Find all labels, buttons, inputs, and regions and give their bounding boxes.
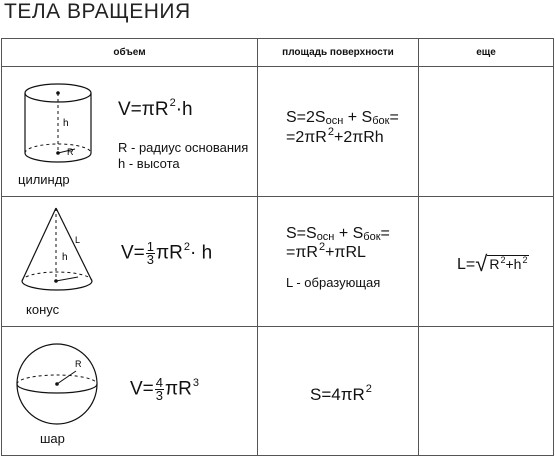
cone-figure	[18, 205, 104, 301]
sphere-volume-prefix: V=	[130, 378, 154, 400]
sphere-volume-fraction	[155, 377, 164, 402]
cylinder-volume-formula	[118, 99, 193, 121]
cone-slant-prefix: L=	[457, 256, 476, 273]
cone-volume-mid: πR	[156, 242, 183, 264]
sphere-surface-exp: 2	[365, 383, 372, 395]
sphere-name: шар	[40, 431, 65, 446]
cylinder-note-r: R - радиус основания	[118, 140, 249, 155]
cone-volume-fraction	[146, 241, 155, 266]
cone-row	[2, 197, 554, 327]
page-title: ТЕЛА ВРАЩЕНИЯ	[4, 0, 191, 23]
cylinder-surface-line1: S=2S	[286, 109, 326, 126]
header-more: еще	[419, 39, 554, 67]
cone-surface-sub2: бок	[363, 231, 381, 243]
cone-surface-eq: =	[380, 225, 390, 242]
cone-l-label: L	[75, 235, 81, 245]
cone-surface-line2b: +πRL	[325, 244, 366, 261]
solids-table	[1, 38, 554, 456]
cylinder-h-label: h	[63, 118, 69, 129]
sphere-volume-formula	[130, 377, 199, 402]
cylinder-surface-formula-2	[286, 126, 384, 147]
cone-slant-r: R	[489, 256, 500, 272]
cone-name: конус	[26, 302, 60, 317]
cylinder-note-h: h - высота	[118, 156, 180, 171]
cylinder-more-cell	[419, 67, 554, 197]
cylinder-surface-eq: =	[389, 109, 399, 126]
header-surface: площадь поверхности	[258, 39, 419, 67]
cylinder-row	[2, 67, 554, 197]
cylinder-volume-prefix: V=πR	[118, 99, 169, 120]
cone-slant-h-exp: 2	[522, 255, 528, 265]
sphere-figure	[12, 339, 102, 429]
cylinder-volume-suffix: ·h	[175, 99, 193, 120]
cone-surface-plus: + S	[334, 225, 364, 242]
sqrt-icon: √	[475, 251, 488, 276]
cylinder-surface-cell	[258, 67, 419, 197]
cylinder-surface-exp: 2	[327, 126, 334, 138]
header-volume: объем	[2, 39, 258, 67]
sphere-volume-exp: 3	[192, 376, 199, 389]
sphere-surface-prefix: S=4πR	[310, 385, 365, 404]
cone-surface-formula-1	[286, 225, 390, 243]
cylinder-surface-sub2: бок	[372, 115, 390, 127]
cone-frac-den: 3	[146, 252, 155, 267]
sphere-row	[2, 327, 554, 456]
cone-note-l: L - образующая	[286, 275, 381, 290]
cone-volume-cell	[2, 197, 258, 327]
cone-volume-suffix: · h	[189, 242, 213, 264]
cylinder-volume-exp: 2	[169, 97, 176, 109]
sphere-volume-cell	[2, 327, 258, 456]
cone-slant-formula	[457, 249, 529, 275]
cone-surface-exp: 2	[318, 241, 326, 253]
cylinder-surface-plus: + S	[343, 109, 373, 126]
cylinder-r-label: R	[67, 147, 74, 157]
sphere-volume-mid: πR	[165, 378, 192, 400]
cone-slant-r-exp: 2	[500, 255, 506, 265]
cone-surface-cell	[258, 197, 419, 327]
sphere-surface-formula	[310, 385, 372, 405]
cone-h-label: h	[62, 252, 68, 263]
cone-slant-plus: +h	[505, 256, 522, 272]
sphere-frac-num: 4	[155, 375, 164, 390]
cylinder-surface-sub1: осн	[325, 115, 344, 127]
sphere-surface-cell	[258, 327, 419, 456]
cylinder-surface-formula-1	[286, 109, 399, 127]
cylinder-surface-line2a: =2πR	[286, 129, 327, 146]
cylinder-figure	[20, 81, 100, 169]
cone-volume-exp: 2	[183, 240, 190, 253]
cone-volume-prefix: V=	[121, 242, 145, 264]
cone-volume-formula	[121, 241, 212, 266]
cone-surface-line1: S=S	[286, 225, 317, 242]
cone-slant-radicand	[487, 255, 529, 272]
cylinder-surface-line2b: +2πRh	[333, 129, 384, 146]
cylinder-volume-cell	[2, 67, 258, 197]
cone-more-cell	[419, 197, 554, 327]
header-row	[2, 39, 554, 67]
cone-surface-line2a: =πR	[286, 244, 318, 261]
cone-surface-sub1: осн	[316, 231, 335, 243]
cone-frac-num: 1	[146, 239, 155, 254]
sphere-frac-den: 3	[155, 388, 164, 403]
sphere-r-label: R	[75, 359, 82, 369]
cylinder-name: цилиндр	[18, 172, 70, 187]
sphere-more-cell	[419, 327, 554, 456]
cone-surface-formula-2	[286, 241, 366, 262]
